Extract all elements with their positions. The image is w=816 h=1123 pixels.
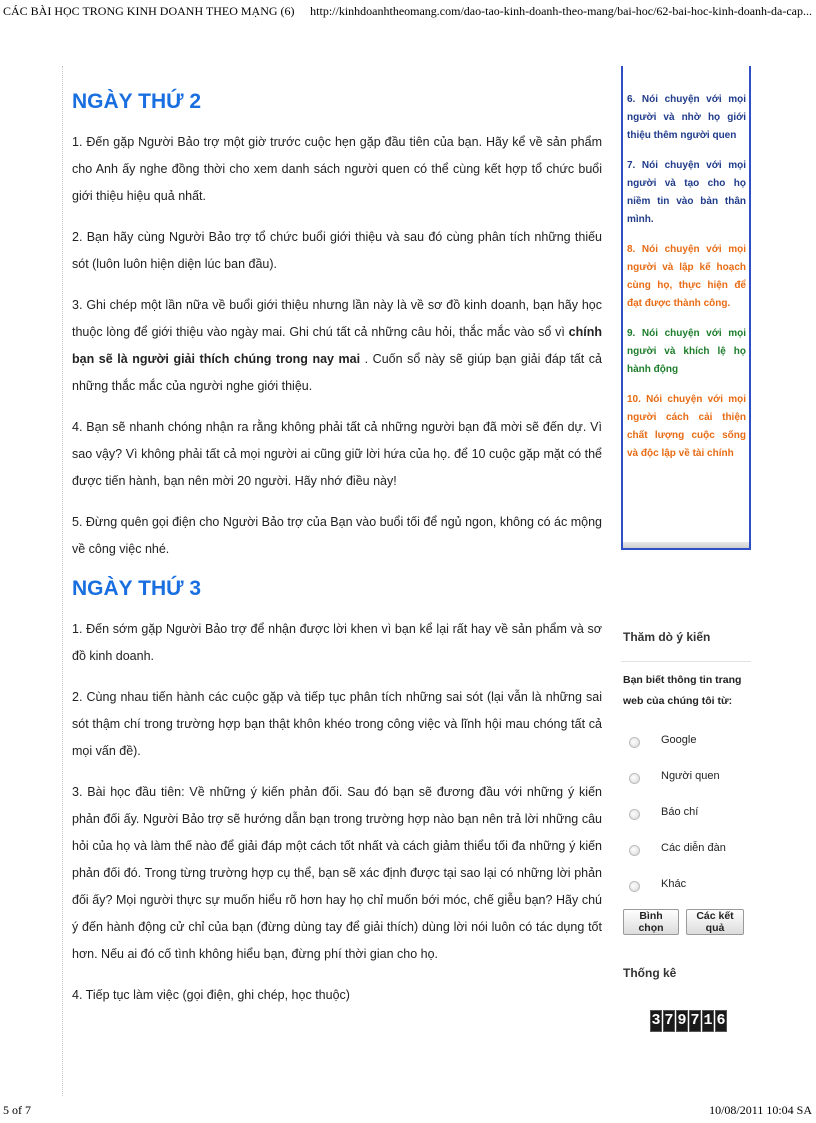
day2-heading: NGÀY THỨ 2 [72,90,202,113]
day3-paragraph-2: 2. Cùng nhau tiến hành các cuộc gặp và tiếp tục phân tích những sai sót (lại vẫn là những sai sót thậm chí trong trường hợp bạn thật khôn khéo trong công việc và lĩnh hội mau chóng tất cả mọi vấn đề). [72,690,602,758]
print-page-title: CÁC BÀI HỌC TRONG KINH DOANH THEO MẠNG (6) [3,4,295,18]
sidebar-tip-9: 9. Nói chuyện với mọi người và khích lệ họ hành động [627,328,746,375]
radio-button[interactable] [629,809,640,820]
results-button[interactable]: Các kết quả [686,909,744,935]
stats-title: Thống kê [623,966,677,980]
day2-p3-text-a: 3. Ghi chép một lần nữa về buổi giới thiệu nhưng lần này là về sơ đồ kinh doanh, bạn hãy học thuộc lòng để giới thiệu vào ngày mai. Ghi chú tất cả những câu hỏi, thắc mắc vào sổ vì [72,298,602,339]
sidebar-tip-10: 10. Nói chuyện với mọi người cách cải thiện chất lượng cuộc sống và độc lập về tài chính [627,394,746,459]
radio-button[interactable] [629,881,640,892]
counter-digit: 1 [702,1010,714,1032]
day2-paragraph-4: 4. Bạn sẽ nhanh chóng nhận ra rằng không phải tất cả những người bạn đã mời sẽ đến dự. Vì sao vậy? Vì không phải tất cả mọi người ai cũng giữ lời hứa của họ. để 10 cuộc gặp mặt có thể được tiến hành, bạn nên mời 20 người. Hãy nhớ điều này! [72,420,602,488]
radio-button[interactable] [629,845,640,856]
counter-digit: 3 [650,1010,662,1032]
radio-button[interactable] [629,737,640,748]
day3-paragraph-4: 4. Tiếp tục làm việc (gọi điện, ghi chép, học thuộc) [72,988,350,1002]
sidebar-tip-6: 6. Nói chuyện với mọi người và nhờ họ giới thiệu thêm người quen [627,94,746,141]
counter-digit: 7 [689,1010,701,1032]
radio-button[interactable] [629,773,640,784]
day2-paragraph-1: 1. Đến gặp Người Bảo trợ một giờ trước cuộc hẹn gặp đầu tiên của bạn. Hãy kể về sản phẩm cho Anh ấy nghe đồng thời cho xem danh sách người quen có thể cùng kết hợp tổ chức buổi giới thiệu hiệu quả nhất. [72,135,602,203]
print-page-number: 5 of 7 [3,1103,31,1117]
counter-digit: 7 [663,1010,675,1032]
poll-option-label: Báo chí [661,806,699,818]
print-header [0,4,816,20]
day2-p3-text-c: . Cuốn sổ này sẽ giúp bạn giải đáp tất cả những thắc mắc của người nghe giới thiệu. [72,352,602,393]
article-content [72,90,602,1023]
poll-title: Thăm dò ý kiến [623,630,711,644]
sidebar-tip-8: 8. Nói chuyện với mọi người và lập kế hoạch cùng họ, thực hiện để đạt được thành công. [627,244,746,309]
day2-paragraph-5: 5. Đừng quên gọi điện cho Người Bảo trợ của Bạn vào buổi tối để ngủ ngon, không có ác mộng về công việc nhé. [72,515,603,556]
visitor-counter [650,1010,727,1032]
poll-option-label: Khác [661,878,687,890]
print-datetime: 10/08/2011 10:04 SA [709,1103,812,1117]
counter-digit: 6 [715,1010,727,1032]
day3-heading: NGÀY THỨ 3 [72,577,202,600]
sidebar-tip-7: 7. Nói chuyện với mọi người và tạo cho họ niềm tin vào bản thân mình. [627,160,746,225]
day3-paragraph-3: 3. Bài học đầu tiên: Về những ý kiến phản đối. Sau đó bạn sẽ đương đầu với những ý kiến phản đối ấy. Người Bảo trợ sẽ hướng dẫn bạn trong trường hợp nào bạn nên trả lời những câu hỏi của họ và làm thế nào để giải đáp một cách tốt nhất và cách giảm thiểu tối đa những ý kiến phản đối đó. Trong từng trường hợp cụ thể, bạn sẽ xác định được tại sao lại có những lời phản đối ấy? Mọi người thực sự muốn hiểu rõ hơn hay họ chỉ muốn bới móc, chế giễu bạn? Hãy chú ý đến hành động cử chỉ của bạn (đừng dùng tay để giải thích) dùng lời nói luôn có tác dụng tốt hơn. Nếu ai đó cố tình không hiểu bạn, đừng phí thời gian cho họ. [72,785,602,961]
poll-divider [621,661,751,662]
poll-question: Bạn biết thông tin trang web của chúng tôi từ: [623,674,742,707]
print-footer [0,1103,816,1119]
sidebar-tips-box [621,66,751,550]
poll-option-label: Người quen [661,770,720,782]
day2-paragraph-2: 2. Bạn hãy cùng Người Bảo trợ tổ chức buổi giới thiệu và sau đó cùng phân tích những thiếu sót (luôn luôn hiện diện lúc ban đầu). [72,230,602,271]
day2-paragraph-3 [72,292,602,400]
sidebar-horizontal-scrollbar[interactable] [623,542,749,548]
sidebar-tips-frame [621,66,751,550]
poll-option-label: Google [661,734,697,746]
print-page-url: http://kinhdoanhtheomang.com/dao-tao-kinh-doanh-theo-mang/bai-hoc/62-bai-hoc-kinh-doanh-da-cap... [310,4,812,18]
column-divider [62,66,64,1096]
day3-paragraph-1: 1. Đến sớm gặp Người Bảo trợ để nhận được lời khen vì bạn kể lại rất hay về sản phẩm và sơ đồ kinh doanh. [72,622,602,663]
poll-option-label: Các diễn đàn [661,842,726,854]
vote-button[interactable]: Bình chọn [623,909,679,935]
counter-digit: 9 [676,1010,688,1032]
day2-p3-bold: chính bạn sẽ là người giải thích chúng trong nay mai [72,325,602,366]
